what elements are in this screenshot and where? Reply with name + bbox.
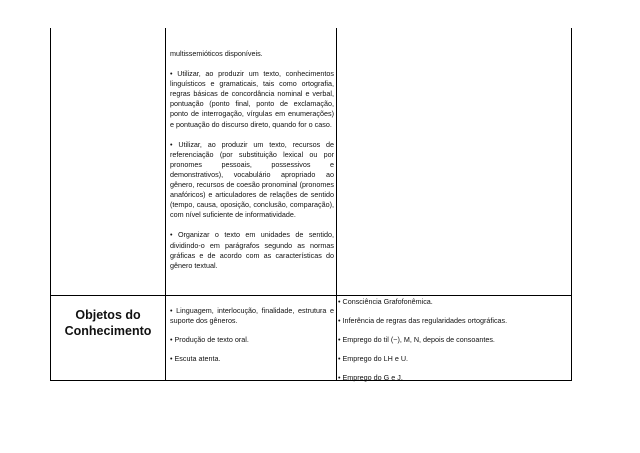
skills-paragraph: • Utilizar, ao produzir um texto, conhecimentos linguísticos e gramaticais, tais como ortografia, regras básicas de concordância nominal e verbal, pontuação (ponto final, ponto de exclamação, ponto de interrogação, vírgulas em enumerações) e pontuação do discurso direto, quando for o caso. xyxy=(170,69,334,129)
list-item: • Inferência de regras das regularidades ortográficas. xyxy=(338,316,508,325)
list-item: • Linguagem, interlocução, finalidade, estrutura e suporte dos gêneros. xyxy=(170,306,334,325)
knowledge-objects-list xyxy=(170,306,334,373)
orthography-topics-list xyxy=(338,297,568,383)
table-divider-1 xyxy=(165,28,166,381)
skills-paragraph: • Utilizar, ao produzir um texto, recursos de referenciação (por substituição lexical ou por pronomes pessoais, possessivos e demonstrativos), vocabulário apropriado ao gênero, recursos de coesão pronominal (pronomes anafóricos) e articuladores de relações de sentido (tempo, causa, oposição, conclusão, comparação), com nível suficiente de informatividade. xyxy=(170,139,334,220)
list-item: • Produção de texto oral. xyxy=(170,335,249,344)
list-item: • Escuta atenta. xyxy=(170,354,221,363)
skills-paragraph: • Organizar o texto em unidades de sentido, dividindo-o em parágrafos segundo as normas gráficas e de acordo com as características do gênero textual. xyxy=(170,230,334,270)
skills-paragraph: multissemióticos disponíveis. xyxy=(170,49,263,58)
table-border-left xyxy=(50,28,51,381)
list-item: • Emprego do LH e U. xyxy=(338,354,409,363)
row-divider xyxy=(50,295,572,296)
table-divider-2 xyxy=(336,28,337,381)
table-border-right xyxy=(571,28,572,381)
list-item: • Emprego do G e J. xyxy=(338,373,403,382)
skills-cell xyxy=(170,49,334,271)
row-header-objetos: Objetos do Conhecimento xyxy=(64,308,152,338)
list-item: • Consciência Grafofonêmica. xyxy=(338,297,433,306)
list-item: • Emprego do til (~), M, N, depois de consoantes. xyxy=(338,335,495,344)
